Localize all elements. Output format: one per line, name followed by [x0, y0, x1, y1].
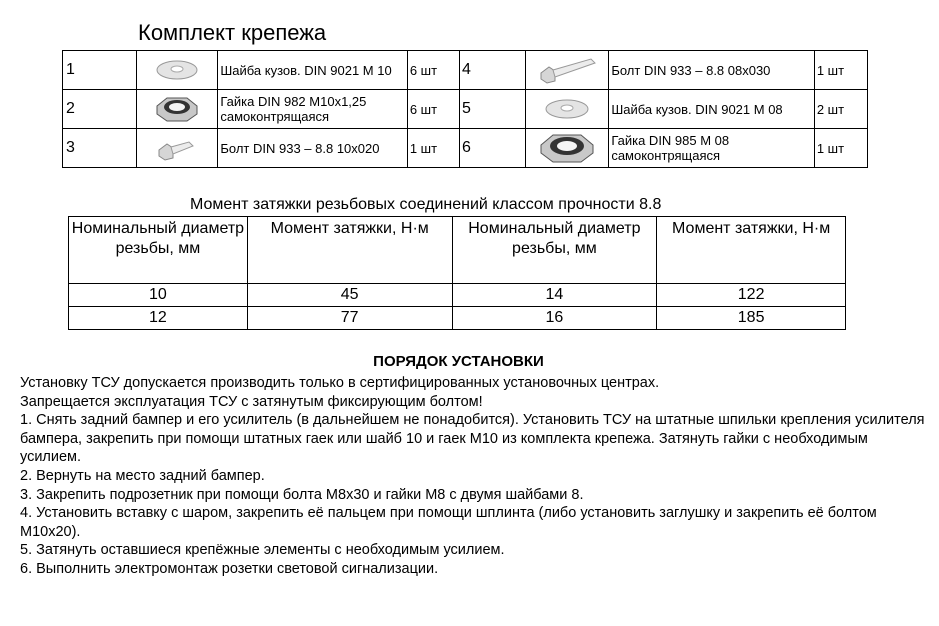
column-header: Момент затяжки, Н·м — [247, 217, 452, 284]
column-header: Момент затяжки, Н·м — [657, 217, 846, 284]
instruction-line: 5. Затянуть оставшиеся крепёжные элементы с необходимым усилием. — [20, 542, 505, 559]
table-cell: 10 — [69, 284, 248, 307]
instruction-line: 2. Вернуть на место задний бампер. — [20, 467, 265, 484]
instruction-line: 3. Закрепить подрозетник при помощи болта М8х30 и гайки М8 с двумя шайбами 8. — [20, 486, 584, 503]
table-cell: 14 — [452, 284, 657, 307]
item-qty: 1 шт — [814, 51, 867, 90]
table-cell: 16 — [452, 307, 657, 330]
table-header-row — [69, 217, 846, 284]
column-header: Номинальный диаметр резьбы, мм — [452, 217, 657, 284]
installation-instructions — [20, 374, 925, 579]
short-bolt-icon — [137, 129, 218, 168]
table-cell: 45 — [247, 284, 452, 307]
kit-title: Комплект крепежа — [138, 20, 327, 45]
item-name: Шайба кузов. DIN 9021 М 08 — [609, 90, 815, 129]
lock-nut-icon — [526, 129, 609, 168]
table-row — [69, 284, 846, 307]
item-name: Гайка DIN 985 М 08 самоконтрящаяся — [609, 129, 815, 168]
torque-table — [68, 216, 846, 330]
washer-icon — [137, 51, 218, 90]
column-header: Номинальный диаметр резьбы, мм — [69, 217, 248, 284]
item-number: 2 — [63, 90, 137, 129]
table-cell: 122 — [657, 284, 846, 307]
fastener-kit-table — [62, 50, 868, 168]
long-bolt-icon — [526, 51, 609, 90]
item-number: 5 — [459, 90, 525, 129]
torque-caption: Момент затяжки резьбовых соединений классом прочности 8.8 — [190, 196, 662, 213]
item-qty: 1 шт — [814, 129, 867, 168]
table-cell: 77 — [247, 307, 452, 330]
item-name: Болт DIN 933 – 8.8 10х020 — [218, 129, 407, 168]
item-number: 3 — [63, 129, 137, 168]
instruction-line: 6. Выполнить электромонтаж розетки световой сигнализации. — [20, 560, 439, 577]
item-qty: 2 шт — [814, 90, 867, 129]
table-row — [63, 90, 868, 129]
item-name: Болт DIN 933 – 8.8 08х030 — [609, 51, 815, 90]
instruction-line: 4. Установить вставку с шаром, закрепить её пальцем при помощи шплинта (либо установить заглушку и закрепить её болтом М10х20). — [20, 505, 877, 540]
item-number: 1 — [63, 51, 137, 90]
item-number: 6 — [459, 129, 525, 168]
item-name: Гайка DIN 982 М10х1,25 самоконтрящаяся — [218, 90, 407, 129]
table-cell: 185 — [657, 307, 846, 330]
item-number: 4 — [459, 51, 525, 90]
table-cell: 12 — [69, 307, 248, 330]
instruction-line: 1. Снять задний бампер и его усилитель (в дальнейшем не понадобится). Установить ТСУ на штатные шпильки крепления усилителя бампера, закрепить при помощи штатных гаек или шайб 10 и гаек М10 из комплекта крепежа. Затянуть гайки с необходимым усилием. — [20, 412, 925, 466]
installation-title: ПОРЯДОК УСТАНОВКИ — [373, 353, 544, 370]
instruction-line: Запрещается эксплуатация ТСУ с затянутым фиксирующим болтом! — [20, 393, 483, 410]
item-qty: 6 шт — [407, 90, 459, 129]
item-qty: 6 шт — [407, 51, 459, 90]
lock-nut-icon — [137, 90, 218, 129]
instruction-line: Установку ТСУ допускается производить только в сертифицированных установочных центрах. — [20, 375, 660, 391]
table-row — [69, 307, 846, 330]
table-row — [63, 129, 868, 168]
washer-icon — [526, 90, 609, 129]
table-row — [63, 51, 868, 90]
item-qty: 1 шт — [407, 129, 459, 168]
item-name: Шайба кузов. DIN 9021 М 10 — [218, 51, 407, 90]
